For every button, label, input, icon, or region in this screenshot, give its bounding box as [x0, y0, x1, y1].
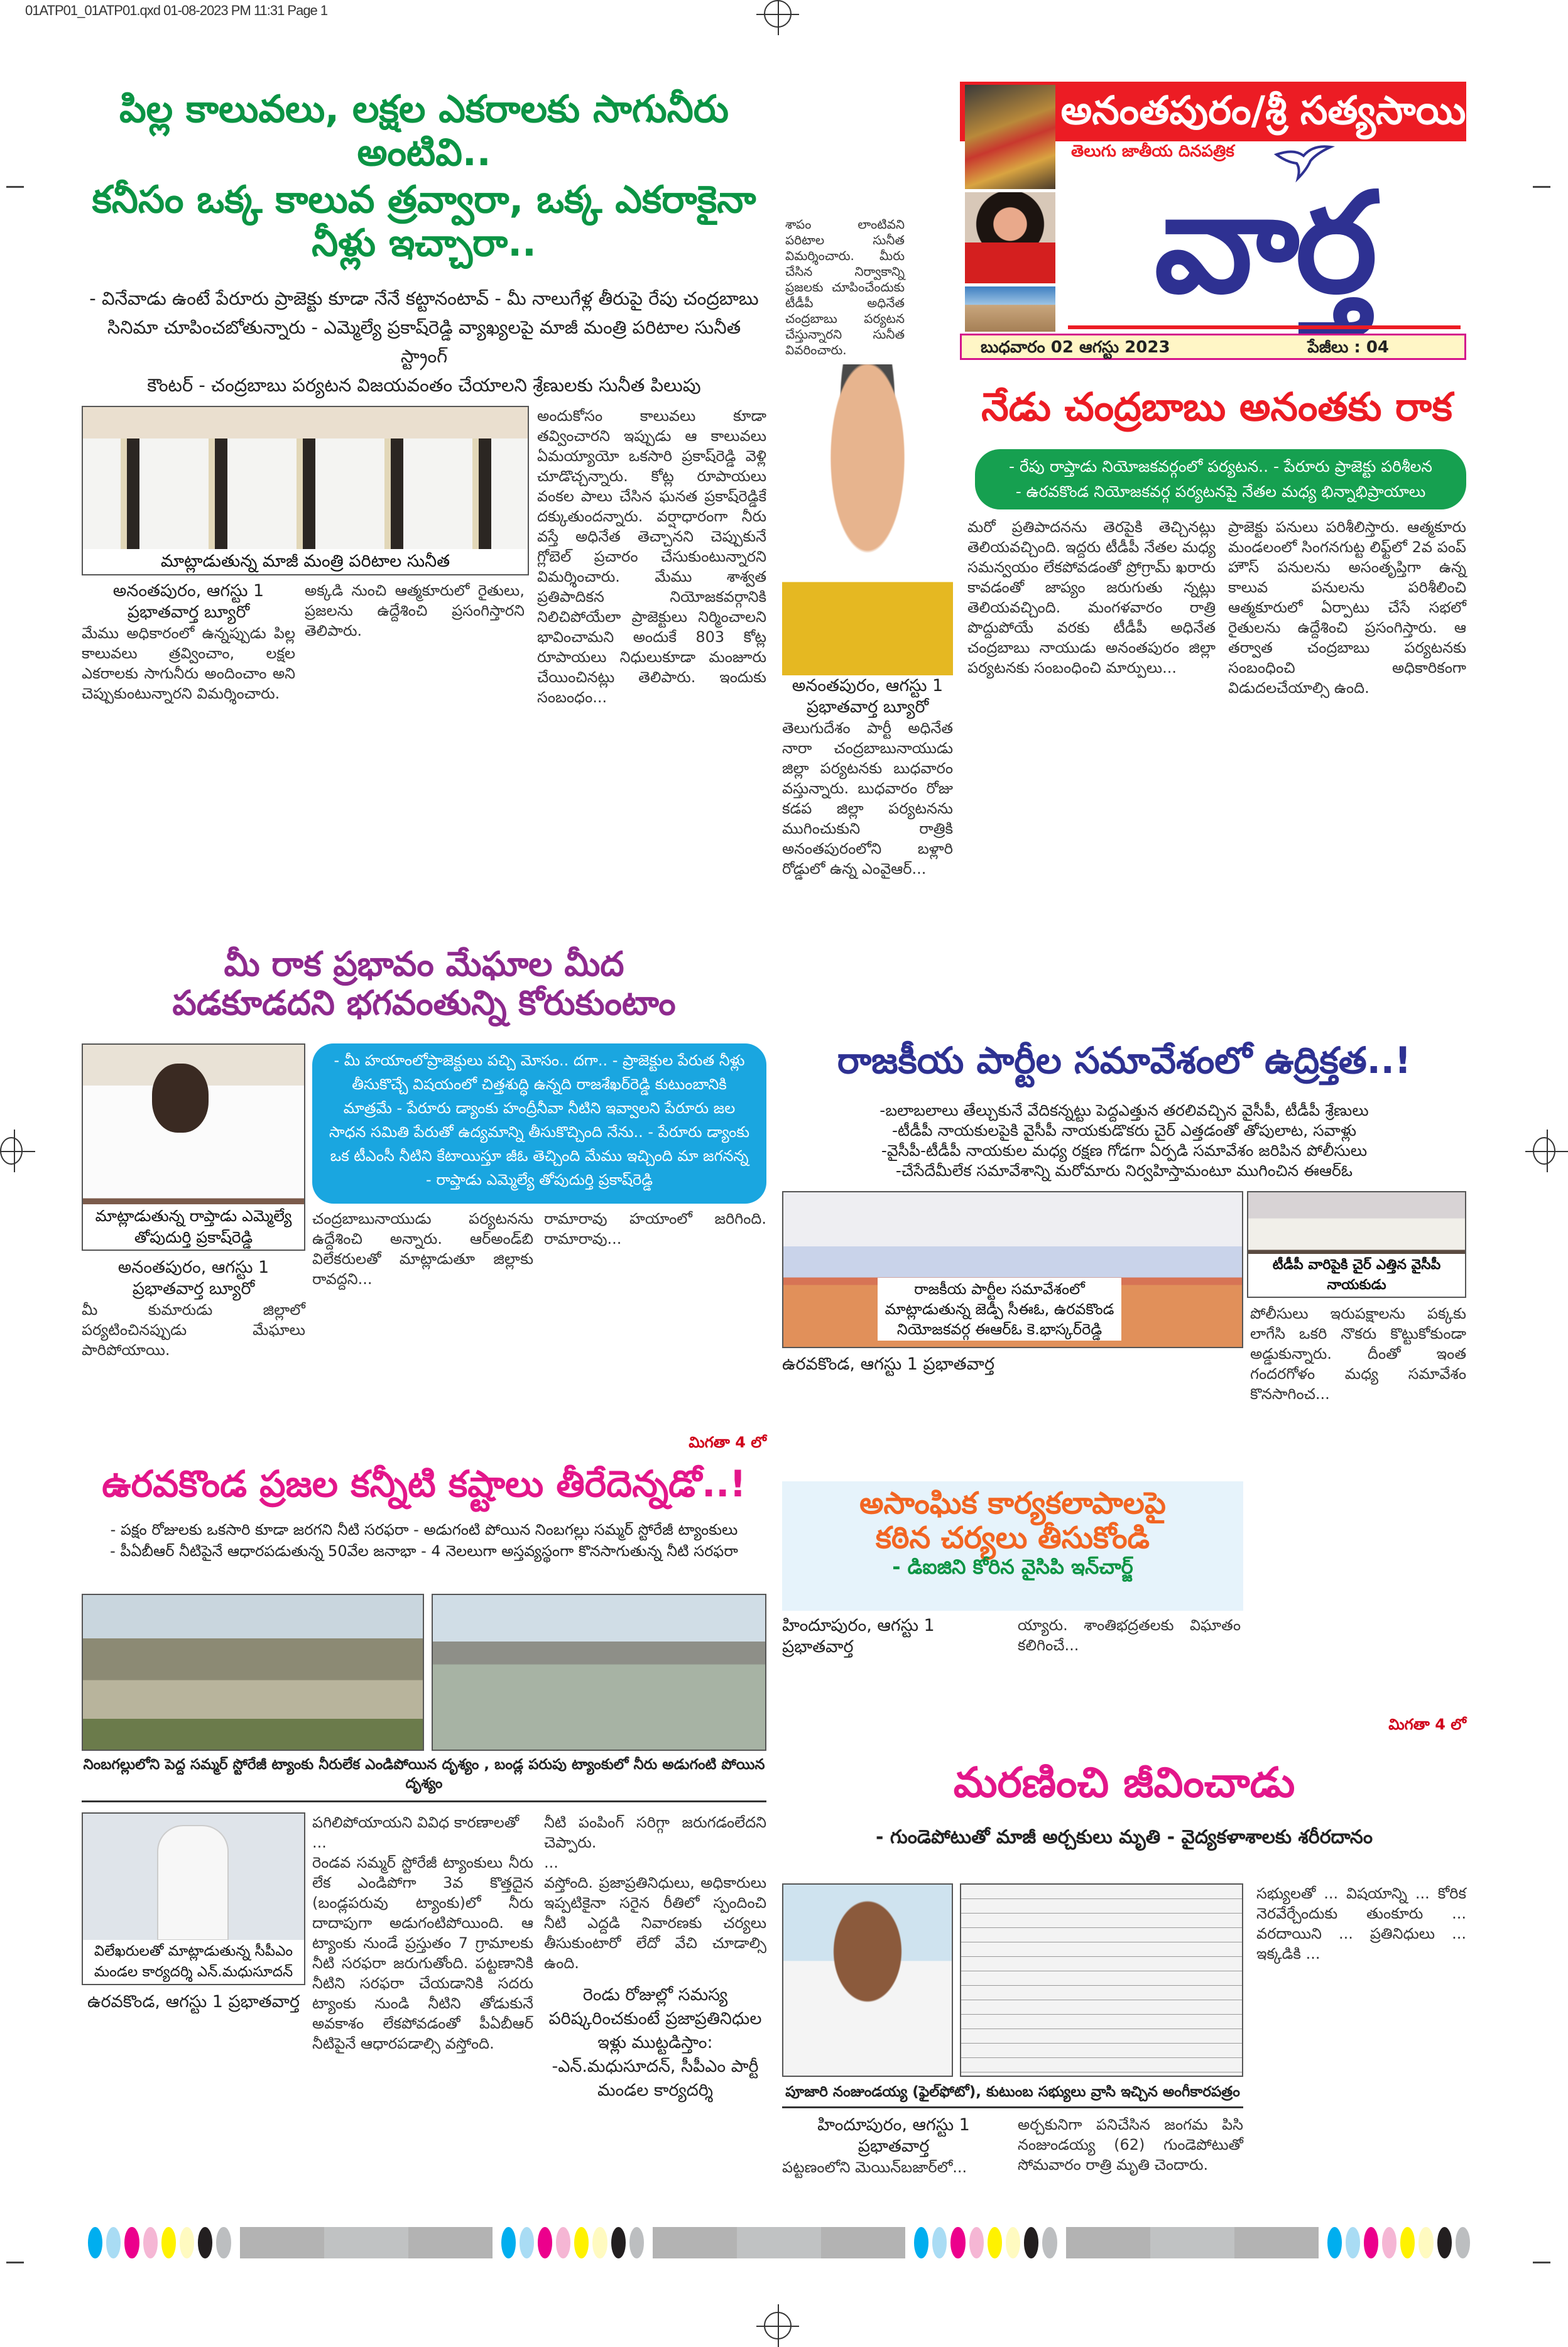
trim-mark: [1533, 2262, 1550, 2263]
color-swatch: [501, 2227, 516, 2258]
gray-patch: [1150, 2227, 1234, 2258]
drive-headline: [782, 1481, 1243, 1555]
water-headline: ఉరవకొండ ప్రజల కన్నీటి కష్టాలు తీరేదెన్నడో..!: [102, 1462, 746, 1505]
lead-column-1: [82, 580, 295, 939]
date-strip: [960, 334, 1466, 360]
meeting-right-column: [1250, 1304, 1466, 1737]
left-page-column: [82, 88, 766, 2328]
gray-patch: [653, 2227, 737, 2258]
registration-mark-icon: [1533, 1137, 1555, 1165]
gray-patch: [240, 2227, 324, 2258]
cbn-highlight: - ఉరవకొండ నియోజకవర్గ పర్యటనపై నేతల మధ్య భిన్నాభిప్రాయాలు: [1015, 482, 1426, 501]
cbn-columns: [967, 517, 1466, 1011]
meeting-photo-caption: రాజకీయ పార్టీల సమావేశంలో మాట్లాడుతున్న జెడ్పీ సీఈఓ, ఉరవకొండ నియోజకవర్గ ఈఆర్‌ఓ కె.భాస్కర్‌రెడ్డి: [878, 1278, 1121, 1341]
drive-headline-box: [782, 1481, 1243, 1611]
gray-patch: [737, 2227, 821, 2258]
cbn-column-3: ప్రాజెక్టు పనులు పరిశీలిస్తారు. ఆత్మకూరు మండలంలో సింగనగుట్ట లిఫ్ట్‌లో 2వ పంప్ హౌస్ పనులను అసంతృప్తిగా ఉన్న కాలువ పనులను పరిశీలించి ఆత్మకూరులో ఏర్పాటు చేసే సభలో రైతులను ఉద్దేశించి ప్రసంగిస్తారు. ఆ తర్వాత చంద్రబాబు పర్యటనకు సంబంధించి అధికారికంగా విడుదలచేయాల్సి ఉంది.: [1228, 518, 1466, 697]
rally-column-3: [544, 1209, 766, 1455]
cbn-highlight: - రేపు రాప్తాడు నియోజకవర్గంలో పర్యటన.. - పేరూరు ప్రాజెక్టు పరిశీలన: [1009, 457, 1432, 476]
rally-head: [82, 945, 766, 1043]
cbn-headline: నేడు చంద్రబాబు అనంతకు రాక: [981, 384, 1452, 430]
meeting-body: [782, 1354, 1243, 1481]
color-swatch: [574, 2227, 589, 2258]
rally-dateline: అనంతపురం, ఆగస్టు 1 ప్రభాతవార్త బ్యూరో: [117, 1258, 270, 1299]
drive-dateline: హిందూపురం, ఆగస్టు 1 ప్రభాతవార్త: [782, 1616, 935, 1657]
rally-photo-caption: మాట్లాడుతున్న రాప్తాడు ఎమ్మెల్యే తోపుదుర్తి ప్రకాష్‌రెడ్డి: [83, 1204, 304, 1250]
gray-patch: [1066, 2227, 1150, 2258]
lead-head: [82, 88, 766, 406]
issue-date: బుధవారం 02 ఆగస్టు 2023: [981, 338, 1170, 357]
color-swatch: [1456, 2227, 1470, 2258]
death-story: [782, 1883, 1466, 2205]
color-swatch: [538, 2227, 552, 2258]
color-swatch: [106, 2227, 121, 2258]
article-text: తెలుగుదేశం పార్టీ అధినేత నారా చంద్రబాబునాయుడు జిల్లా పర్యటనకు బుధవారం వస్తున్నారు. బుధవారం రోజు కడప జిల్లా పర్యటనను ముగించుకుని రాత్రికి అనంతపురంలోని బళ్లారి రోడ్డులో ఉన్న ఎంవైఆర్...: [782, 719, 953, 878]
continued-marker[interactable]: మిగతా 4 లో: [689, 1434, 766, 1451]
nandi-statue-photo: [965, 286, 1055, 332]
consent-letter-photo: [960, 1883, 1243, 2077]
drive-column-2: య్యారు. శాంతిభద్రతలకు విఘాతం కలిగించే...: [1018, 1616, 1241, 1654]
color-swatch: [1418, 2227, 1433, 2258]
drive-headline-line: కఠిన చర్యలు తీసుకోండి: [875, 1520, 1150, 1556]
drive-subhead: - డిఐజిని కోరిన వైసిపి ఇన్‌చార్జ్: [892, 1555, 1133, 1579]
gray-patch: [408, 2227, 493, 2258]
color-swatch: [1042, 2227, 1057, 2258]
lead-photo-caption: మాట్లాడుతున్న మాజీ మంత్రి పరిటాల సునీత: [83, 549, 528, 574]
color-swatch: [161, 2227, 176, 2258]
lead-side-column: శాపం లాంటివని పరిటాల సునీత విమర్శించారు. మీరు చేసిన నిర్వాకాన్ని ప్రజలకు చూపించేందుకు టీడీపీ అధినేత చంద్రబాబు పర్యటన చేస్తున్నారని సునీత వివరించారు.: [785, 217, 905, 357]
lead-subheads: [82, 284, 766, 400]
gray-patch-group: [240, 2227, 493, 2258]
death-dateline: హిందూపురం, ఆగస్టు 1 ప్రభాతవార్త: [817, 2115, 970, 2156]
lead-dateline: అనంతపురం, ఆగస్టు 1 ప్రభాతవార్త బ్యూరో: [112, 581, 264, 622]
article-text: రామారావు హయాంలో జరిగింది. రామారావు...: [544, 1210, 766, 1248]
cbn-right-part: [967, 384, 1466, 1011]
gray-patch: [324, 2227, 408, 2258]
rally-headline-line: పడకూడదని భగవంతున్ని కోరుకుంటాం: [172, 983, 676, 1023]
drive-columns: [782, 1615, 1243, 1737]
article-text: మీ కుమారుడు జిల్లాలో పర్యటించినప్పుడు మేఘాలు పారిపోయాయి.: [82, 1301, 305, 1359]
lead-headline-line: పిల్ల కాలువలు, లక్షల ఎకరాలకు సాగునీరు అంటివి..: [119, 87, 729, 175]
death-head: [782, 1759, 1466, 1883]
color-swatch: [180, 2227, 194, 2258]
madhusudan-photo: [82, 1812, 305, 1985]
death-column-2: అర్చకునిగా పనిచేసిన జంగమ పిసి నంజుండయ్య (62) గుండెపోటుతో సోమవారం రాత్రి మృతి చెందారు.: [1018, 2116, 1243, 2174]
rally-quote-text: - మీ హయాంలోప్రాజెక్టులు పచ్చి మోసం.. దగా.. - ప్రాజెక్టుల పేరుత నీళ్లు తీసుకొచ్చే విషయంలో చిత్తశుద్ధి ఉన్నది రాజశేఖర్‌రెడ్డి కుటుంబానికి మాత్రమే - పేరూరు డ్యాంకు హంద్రీనీవా నీటిని ఇవ్వాలని పేరూరు జల సాధన సమితి పేరుతో ఉద్యమాన్ని తీసుకొచ్చింది నేను.. - పేరూరు డ్యాంకు ఒక టీఎంసీ నీటిని కేటాయిస్తూ జీఓ తెచ్చింది మేము ఇచ్చింది మా జగనన్న: [329, 1052, 750, 1165]
continued-marker[interactable]: మిగతా 4 లో: [1388, 1716, 1466, 1733]
masthead-rule: [1068, 325, 1461, 329]
water-dateline: ఉరవకొండ, ఆగస్టు 1 ప్రభాతవార్త: [87, 1992, 300, 2012]
cbn-dateline: అనంతపురం, ఆగస్టు 1 ప్రభాతవార్త బ్యూరో: [792, 676, 944, 717]
cbn-column-1: [782, 675, 953, 1011]
color-swatch: [914, 2227, 928, 2258]
death-photos: [782, 1883, 1243, 2077]
masthead-region: అనంతపురం/శ్రీ సత్యసాయి: [1060, 87, 1466, 133]
meeting-bullet: -వైసీపీ-టీడీపీ నాయకుల మధ్య రక్షణ గోడగా ఏర్పడి సమావేశం జరిపిన పోలీసులు: [881, 1141, 1368, 1160]
death-left-part: [782, 1883, 1243, 2205]
rally-column-2: చంద్రబాబునాయుడు పర్యటనను ఉద్దేశించి అన్నారు. ఆర్‌అండ్‌బి విలేకరులతో మాట్లాడుతూ జిల్లాకు రావద్దని...: [312, 1210, 533, 1288]
meeting-head: [782, 1040, 1466, 1191]
lead-photo: [82, 406, 529, 575]
color-swatch: [932, 2227, 947, 2258]
right-page-column: [782, 364, 1466, 2205]
masthead-tagline: తెలుగు జాతీయ దినపత్రిక: [1071, 142, 1234, 161]
lead-column-3: అందుకోసం కాలువలు కూడా తవ్వించారని ఇప్పుడు ఆ కాలువలు ఏమయ్యాయో ఒకసారి ప్రకాష్‌రెడ్డి వెళ్లి చూడొచ్చన్నారు. కోట్ల రూపాయలు వంకల పాలు చేసిన ఘనత ప్రకాష్‌రెడ్డికే దక్కుతుందన్నారు. వర్షాధారంగా నీరు వస్తే అధినేత తెచ్చానని చెప్పుకునే గ్లోబెల్ ప్రచారం చేసుకుంటున్నారని విమర్శించారు. మేము శాశ్వత ప్రతిపాదికన నియోజకవర్గానికి నిలిచిపోయేలా ప్రాజెక్టులు నిర్మించాలని భావించామని అందుకే 803 కోట్ల రూపాయలు నిధులుకూడా మంజూరు చేయించినట్లు తెలిపారు. ఇందుకు సంబంధం...: [537, 407, 766, 706]
meeting-left-part: [782, 1191, 1243, 1737]
lead-headline-line: కనీసం ఒక్క కాలువ త్రవ్వారా, ఒక్క ఎకరాకైనా నీళ్లు ఇచ్చారా..: [92, 178, 756, 265]
rally-photo: [82, 1043, 305, 1251]
tank-photos: [82, 1594, 766, 1751]
chair-incident-photo: [1247, 1191, 1466, 1298]
gray-patch: [1234, 2227, 1319, 2258]
chair-photo-caption: టీడీపీ వారిపైకి చైర్ ఎత్తిన వైసీపీ నాయకుడు: [1248, 1254, 1465, 1297]
meeting-photo: [782, 1191, 1243, 1348]
section-divider: [82, 1800, 766, 1802]
color-swatch: [592, 2227, 607, 2258]
color-swatch: [988, 2227, 1002, 2258]
color-swatch: [611, 2227, 626, 2258]
lead-subhead: కౌంటర్ - చంద్రబాబు పర్యటన విజయవంతం చేయాలని శ్రేణులకు సునీత పిలుపు: [147, 374, 701, 396]
print-color-bar: [88, 2227, 1470, 2258]
gray-patch-group: [1066, 2227, 1319, 2258]
meeting-headline: రాజకీయ పార్టీల సమావేశంలో ఉద్రిక్తత..!: [837, 1039, 1412, 1082]
meeting-bullet: -టీడీపీ నాయకులపైకి వైసీపీ నాయకుడొకరు చైర్ ఎత్తడంతో తోపులాట, సవాళ్లు: [891, 1121, 1357, 1140]
cbn-column-2: మరో ప్రతిపాదనను తెరపైకి తెచ్చినట్లు తెలియవచ్చింది. ఇద్దరు టీడీపీ నేతల మధ్య సమన్వయం లేకపోవడంతో ప్రోగ్రామ్ ఖరారు కావడంతో జాప్యం జరుగుతు న్నట్లు తెలియవచ్చింది. మంగళవారం రాత్రి పొద్దుపోయే వరకు టీడీపీ అధినేత చంద్రబాబు నాయుడు అనంతపురం జిల్లా పర్యటనకు సంబంధించి మార్పులు...: [967, 518, 1216, 677]
color-swatch: [216, 2227, 231, 2258]
meeting-bullet: -చేసేదేమీలేక సమావేశాన్ని మరోమారు నిర్వహిస్తామంటూ ముగించిన ఈఆర్‌ఓ: [895, 1161, 1353, 1180]
rally-right-part: [312, 1043, 766, 1455]
photo-detail: [83, 438, 528, 558]
drive-headline-line: అసాంఘిక కార్యకలాపాలపై: [859, 1486, 1166, 1521]
storage-tank-photo-1: [82, 1594, 424, 1751]
photo-detail: [965, 242, 1055, 283]
print-slug: 01ATP01_01ATP01.qxd 01-08-2023 PM 11:31 Page 1: [25, 3, 328, 18]
lead-headline: [82, 88, 766, 265]
meeting-bullet: -బలాబలాలు తేల్చుకునే వేదికన్నట్టు పెద్దఎత్తున తరలివచ్చిన వైసీపీ, టీడీపీ శ్రేణులు: [879, 1101, 1369, 1119]
water-column-1: [82, 1991, 305, 2328]
color-swatch: [1327, 2227, 1342, 2258]
sai-baba-photo: [965, 192, 1055, 283]
color-swatch: [143, 2227, 158, 2258]
rally-columns: [312, 1209, 766, 1455]
rally-headline: [82, 945, 766, 1023]
color-swatch: [1006, 2227, 1020, 2258]
color-swatch: [124, 2227, 139, 2258]
color-swatch: [1364, 2227, 1378, 2258]
lead-subhead: - వినేవాడు ఉంటే పేరూరు ప్రాజెక్టు కూడా నేనే కట్టానంటావ్ - మీ నాలుగేళ్ల తీరుపై రేపు చంద్రబాబు: [89, 288, 759, 309]
water-column-2: పగిలిపోయాయని వివిధ కారణాలతో ... రెండవ సమ్మర్ స్టోరేజీ ట్యాంకులు నీరు లేక ఎండిపోగా 3వ కొత్తదైన (బండ్లపరువు ట్యాంకు)లో నీరు దాదాపుగా అడుగంటిపోయింది. ఆ ట్యాంకు నుండే ప్రస్తుతం 7 గ్రామాలకు నీటి సరఫరా జరుగుతోంది. పట్టణానికి నీటిని సరఫరా చేయడానికి సదరు ట్యాంకు నుండి నీటిని తోడుకునే అవకాశం లేకపోవడంతో పీఏబీఆర్ నీటిపైనే ఆధారపడాల్సి వస్తోంది.: [312, 1814, 533, 2052]
article-text: మేము అధికారంలో ఉన్నప్పుడు పిల్ల కాలువలు త్రవ్వించాం, లక్షల ఎకరాలకు సాగునీరు అందించాం అని చెప్పుకుంటున్నారని విమర్శించారు.: [82, 624, 295, 702]
color-swatch: [969, 2227, 984, 2258]
meeting-story: [782, 1191, 1466, 1737]
color-swatch: [1024, 2227, 1038, 2258]
color-swatch: [1437, 2227, 1452, 2258]
cbn-highlights-pill: [975, 449, 1466, 509]
color-swatch: [629, 2227, 644, 2258]
water-subhead: - పక్షం రోజులకు ఒకసారి కూడా జరగని నీటి సరఫరా - అడుగంటి పోయిన నింబగల్లు సమ్మర్ స్టోరేజీ ట్యాంకులు: [110, 1520, 738, 1538]
color-swatch: [1346, 2227, 1360, 2258]
cbn-story: [782, 364, 1466, 1011]
lead-subhead: సినిమా చూపించబోతున్నారు - ఎమ్మెల్యే ప్రకాష్‌రెడ్డి వ్యాఖ్యలపై మాజీ మంత్రి పరిటాల సునీత స్ట్రాంగ్: [107, 317, 741, 367]
death-photos-caption: పూజారి నంజుండయ్య (ఫైల్‌ఫోటో), కుటుంబ సభ్యులు వ్రాసి ఇచ్చిన అంగీకారపత్రం: [785, 2084, 1240, 2100]
masthead-logo: వార్త: [1154, 163, 1374, 324]
water-inner-subhead: రెండు రోజుల్లో సమస్య పరిష్కరించకుంటే ప్రజాప్రతినిధుల ఇళ్లు ముట్టడిస్తాం: -ఎన్.మధుసూదన్, సీపీఎం పార్టీ మండల కార్యదర్శి: [548, 1985, 762, 2100]
section-divider: [782, 2106, 1243, 2108]
color-swatch: [520, 2227, 534, 2258]
rally-quote-box: [312, 1043, 766, 1204]
death-subhead: - గుండెపోటుతో మాజీ అర్చకులు మృతి - వైద్యకళాశాలకు శరీరదానం: [875, 1826, 1373, 1848]
water-subheads: [82, 1519, 766, 1562]
storage-tank-photo-2: [432, 1594, 766, 1751]
article-text: పోలీసులు ఇరుపక్షాలను పక్కకు లాగేసి ఒకరి నొకరు కొట్టుకోకుండా అడ్డుకున్నారు. దీంతో ఇంత గందరగోళం మధ్య సమావేశం కొనసాగించ...: [1250, 1305, 1466, 1403]
color-swatch: [950, 2227, 965, 2258]
registration-mark-icon: [764, 0, 792, 28]
article-text: పట్టణంలోని మెయిన్‌బజార్‌లో...: [782, 2159, 967, 2176]
gray-patch-group: [653, 2227, 905, 2258]
death-column-1: [782, 2115, 1005, 2205]
water-subhead: - పీఏబీఆర్ నీటిపైనే ఆధారపడుతున్న 50వేల జనాభా - 4 నెలలుగా అస్తవ్యస్థంగా కొనసాగుతున్న నీటి సరఫరా: [110, 1542, 738, 1560]
page-count: పేజీలు : 04: [1307, 338, 1389, 357]
tank-photos-caption: నింబగల్లులోని పెద్ద సమ్మర్ స్టోరేజీ ట్యాంకు నీరులేక ఎండిపోయిన దృశ్యం , బండ్ల పరుపు ట్యాంకులో నీరు అడుగంటి పోయిన దృశ్యం: [83, 1756, 765, 1792]
nanjundayya-photo: [782, 1883, 953, 2077]
water-story: [82, 1594, 766, 2328]
rally-quote-attribution: - రాప్తాడు ఎమ్మెల్యే తోపుదుర్తి ప్రకాష్‌రెడ్డి: [426, 1171, 653, 1189]
color-swatch: [1400, 2227, 1415, 2258]
meeting-right-part: [1247, 1191, 1466, 1737]
drive-column-1: [782, 1615, 1005, 1737]
death-right-column: సభ్యులతో ... విషయాన్ని ... కోరిక నెరవేర్చేందుకు తుంకూరు ... వరదాయిని ... ప్రతినిధులు ... ఇక్కడికి ...: [1256, 1885, 1466, 1963]
article-text: నీటి పంపింగ్ సరిగ్గా జరుగడంలేదని చెప్పారు. ... వస్తోంది. ప్రజాప్రతినిధులు, అధికారులు ఇప్పటికైనా సరైన రీతిలో స్పందించి నీటి ఎద్దడి నివారణకు చర్యలు తీసుకుంటారో లేదో వేచి చూడాల్సి ఉంది.: [544, 1814, 766, 1972]
gray-patch: [821, 2227, 905, 2258]
color-swatch: [198, 2227, 212, 2258]
death-columns: [782, 2115, 1243, 2205]
trim-mark: [1533, 186, 1550, 188]
rally-headline-line: మీ రాక ప్రభావం మేఘాల మీద: [224, 944, 624, 984]
photo-detail: [152, 1064, 209, 1133]
trim-mark: [6, 186, 24, 188]
trim-mark: [6, 2262, 24, 2263]
color-swatch: [556, 2227, 570, 2258]
registration-mark-icon: [0, 1137, 23, 1165]
chandrababu-photo: [782, 364, 953, 675]
water-head: [82, 1463, 766, 1594]
madhusudan-photo-caption: విలేఖరులతో మాట్లాడుతున్న సీపీఎం మండల కార్యదర్శి ఎన్.మధుసూదన్: [83, 1940, 304, 1984]
color-swatch: [1382, 2227, 1396, 2258]
rally-column-1: [82, 1257, 305, 1455]
deity-photo: [965, 85, 1055, 189]
photo-detail: [158, 1826, 227, 1939]
color-swatch: [88, 2227, 102, 2258]
lead-column-2: అక్కడి నుంచి ఆత్మకూరులో రైతులు, ప్రజలను ఉద్దేశించి ప్రసంగిస్తారని తెలిపారు.: [305, 582, 525, 640]
meeting-dateline: ఉరవకొండ, ఆగస్టు 1 ప్రభాతవార్త: [782, 1354, 994, 1374]
registration-mark-icon: [764, 2312, 792, 2339]
lead-story: [82, 406, 766, 939]
rally-story: [82, 1043, 766, 1455]
death-headline: మరణించి జీవించాడు: [953, 1758, 1295, 1807]
meeting-bullets: [782, 1101, 1466, 1181]
